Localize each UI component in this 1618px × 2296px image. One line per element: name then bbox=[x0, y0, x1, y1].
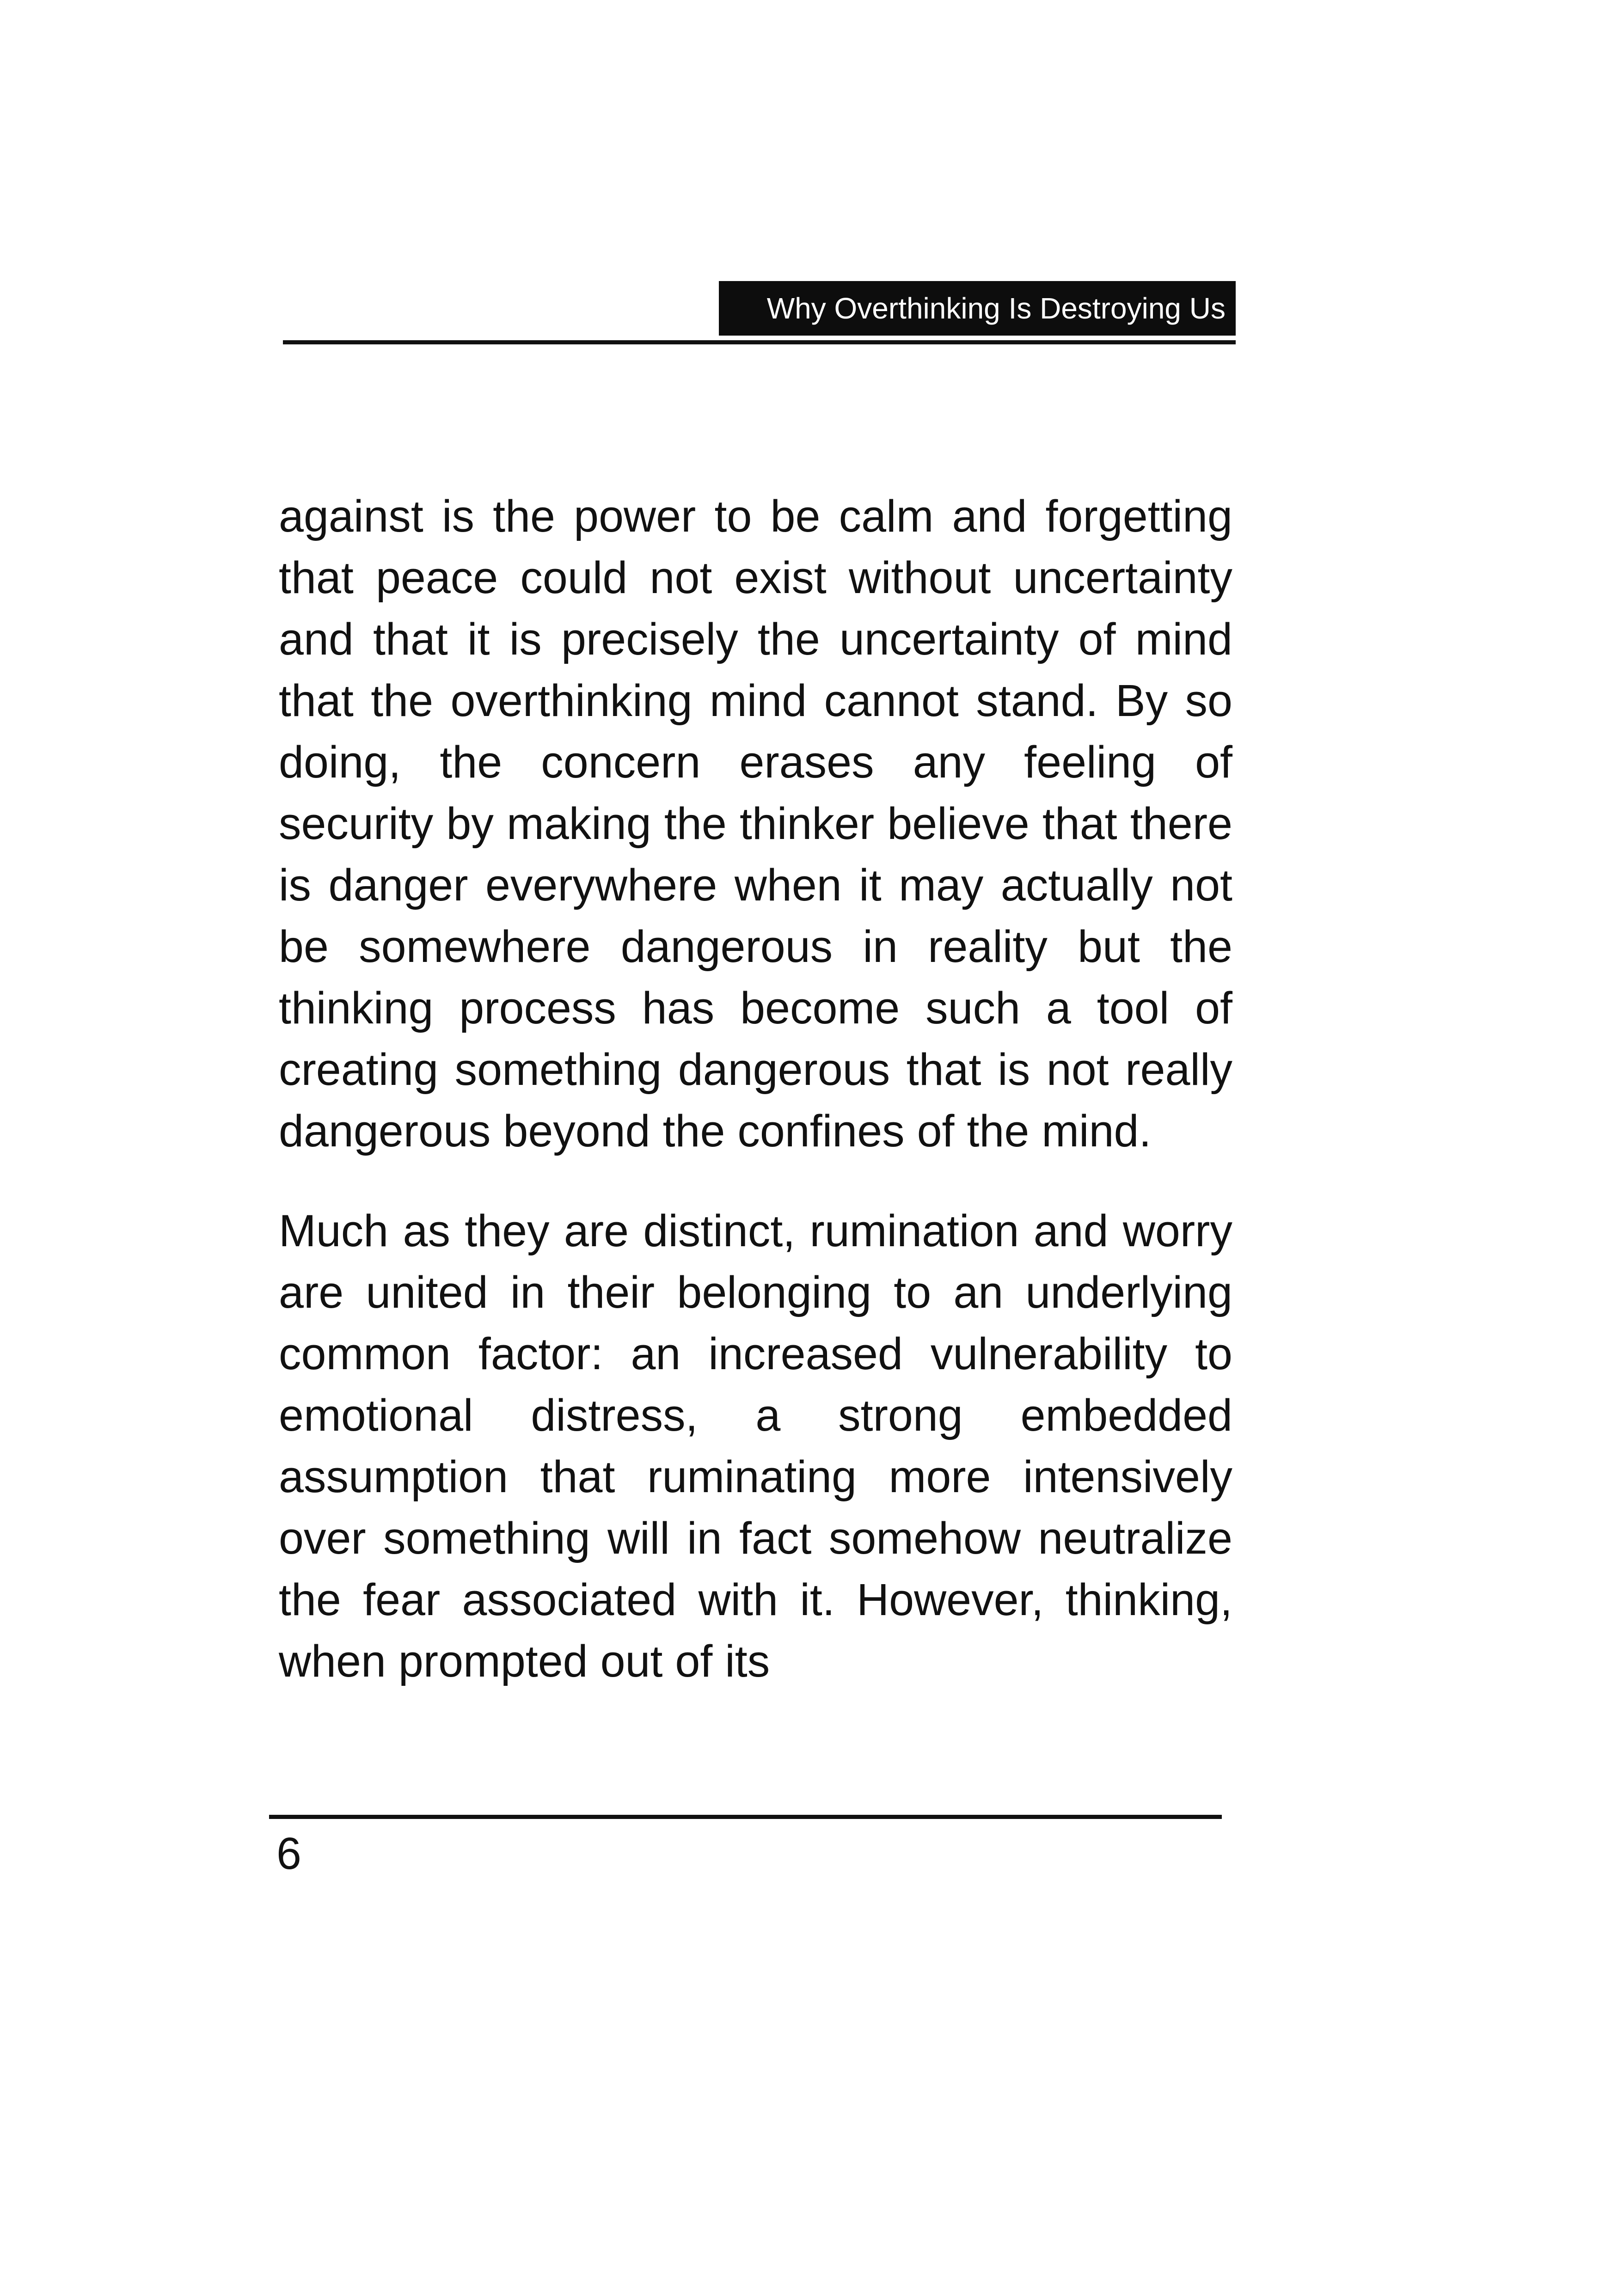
running-header-title: Why Overthinking Is Destroying Us bbox=[719, 281, 1236, 336]
paragraph-1: against is the power to be calm and forgetting that peace could not exist without uncertainty and that it is precisely the uncertainty of mind that the overthinking mind cannot stand. By so doing, the concern erases any feeling of security by making the thinker believe that there is danger everywhere when it may actually not be somewhere dangerous in reality but the thinking process has become such a tool of creating something dangerous that is not really dangerous beyond the confines of the mind. bbox=[279, 491, 1232, 1156]
footer-rule bbox=[269, 1815, 1222, 1819]
body-text bbox=[279, 485, 1232, 1692]
page-number: 6 bbox=[276, 1828, 301, 1879]
paragraph-2: Much as they are distinct, rumination and worry are united in their belonging to an underlying common factor: an increased vulnerability to emotional distress, a strong embedded assumption that ruminating more intensively over something will in fact somehow neutralize the fear associated with it. However, thinking, when prompted out of its bbox=[279, 1206, 1232, 1686]
header-rule bbox=[283, 340, 1236, 344]
